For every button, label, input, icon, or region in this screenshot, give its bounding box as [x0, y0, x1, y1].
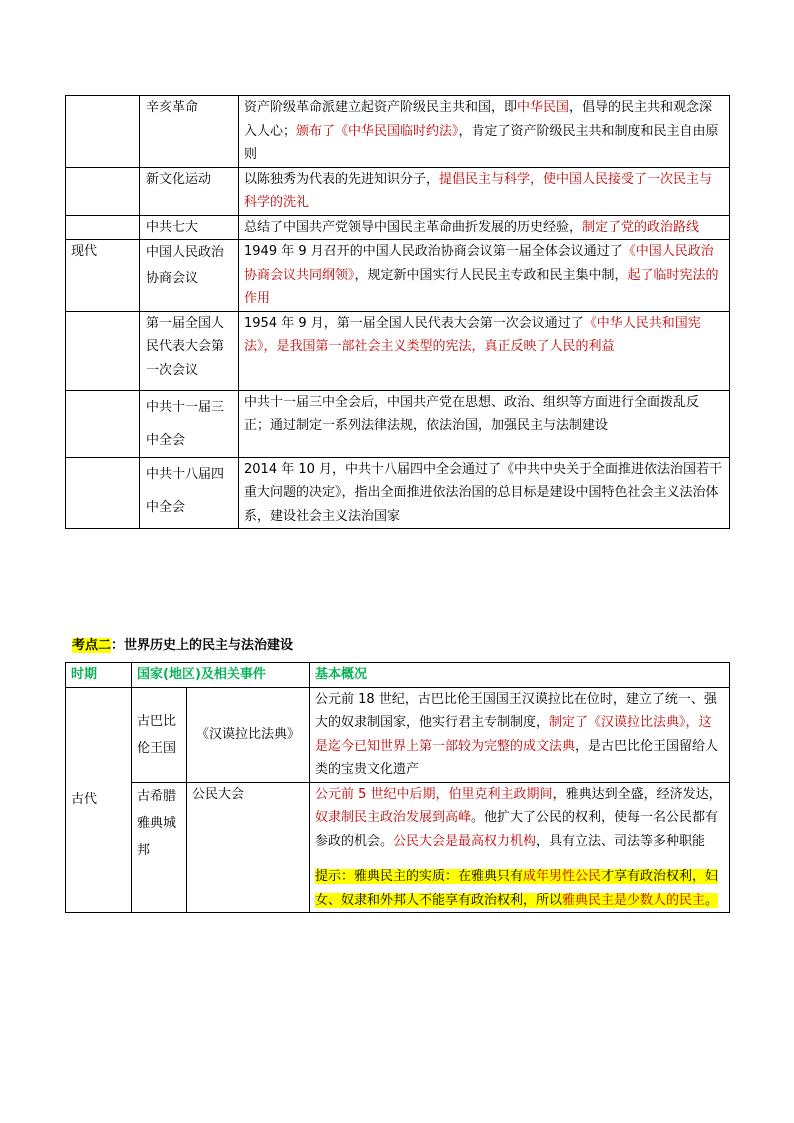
tip-note: 提示：雅典民主的实质：在雅典只有成年男性公民才享有政治权利，妇女、奴隶和外邦人不能享有政治权利，所以雅典民主是少数人的民主。 — [315, 869, 719, 908]
period-cell — [66, 167, 140, 215]
period-cell — [66, 457, 140, 529]
event-cell: 中共十一届三中全会 — [140, 390, 239, 457]
country-cell: 古巴比伦王国 — [132, 687, 187, 782]
description-cell: 1949 年 9 月召开的中国人民政治协商会议第一届全体会议通过了《中国人民政治协商会议共同纲领》，规定新中国实行人民民主专政和民主集中制，起了临时宪法的作用 — [239, 240, 730, 312]
table-row — [66, 390, 730, 457]
event-cell: 新文化运动 — [140, 167, 239, 215]
period-cell — [66, 311, 140, 390]
table-row — [66, 311, 730, 390]
table-row — [66, 96, 730, 168]
description-cell: 资产阶级革命派建立起资产阶级民主共和国，即中华民国，倡导的民主共和观念深入人心；颁布了《中华民国临时约法》，肯定了资产阶级民主共和制度和民主自由原则 — [239, 96, 730, 168]
description-cell: 总结了中国共产党领导中国民主革命曲折发展的历史经验，制定了党的政治路线 — [239, 215, 730, 240]
event-cell: 第一届全国人民代表大会第一次会议 — [140, 311, 239, 390]
description-cell: 2014 年 10 月，中共十八届四中全会通过了《中共中央关于全面推进依法治国若干重大问题的决定》，指出全面推进依法治国的总目标是建设中国特色社会主义法治体系，建设社会主义法治国家 — [239, 457, 730, 529]
table-row — [66, 457, 730, 529]
table-row — [66, 782, 730, 913]
event-cell: 公民大会 — [187, 782, 310, 913]
description-cell: 公元前 5 世纪中后期，伯里克利主政期间，雅典达到全盛，经济发达，奴隶制民主政治发展到高峰。他扩大了公民的权利，使每一名公民都有参政的机会。公民大会是最高权力机构，具有立法、司法等多种职能 提示：雅典民主的实质：在雅典只有成年男性公民才享有政治权利，妇女、奴隶和外邦人不能享有政治权利，所以雅典民主是少数人的民主。 — [310, 782, 730, 913]
period-cell: 现代 — [66, 240, 140, 312]
table-row — [66, 687, 730, 782]
table-china-democracy — [65, 95, 730, 529]
event-cell: 中共十八届四中全会 — [140, 457, 239, 529]
header-country: 国家(地区)及相关事件 — [132, 663, 310, 688]
section-heading: 考点二：世界历史上的民主与法治建设 — [72, 638, 294, 653]
table-world-democracy — [65, 662, 730, 913]
event-cell: 中国人民政治协商会议 — [140, 240, 239, 312]
country-cell: 古希腊雅典城邦 — [132, 782, 187, 913]
header-period: 时期 — [66, 663, 132, 688]
event-cell: 辛亥革命 — [140, 96, 239, 168]
event-cell: 《汉谟拉比法典》 — [187, 687, 310, 782]
header-overview: 基本概况 — [310, 663, 730, 688]
description-cell: 公元前 18 世纪，古巴比伦王国国王汉谟拉比在位时，建立了统一、强大的奴隶制国家，他实行君主专制制度，制定了《汉谟拉比法典》，这是迄今已知世界上第一部较为完整的成文法典，是古巴比伦王国留给人类的宝贵文化遗产 — [310, 687, 730, 782]
table-row — [66, 240, 730, 312]
period-cell — [66, 215, 140, 240]
description-cell: 中共十一届三中全会后，中国共产党在思想、政治、组织等方面进行全面拨乱反正；通过制定一系列法律法规，依法治国，加强民主与法制建设 — [239, 390, 730, 457]
table-header-row — [66, 663, 730, 688]
table-row — [66, 167, 730, 215]
table-row — [66, 215, 730, 240]
period-cell: 古代 — [66, 687, 132, 913]
period-cell — [66, 96, 140, 168]
event-cell: 中共七大 — [140, 215, 239, 240]
period-cell — [66, 390, 140, 457]
description-cell: 1954 年 9 月，第一届全国人民代表大会第一次会议通过了《中华人民共和国宪法》，是我国第一部社会主义类型的宪法，真正反映了人民的利益 — [239, 311, 730, 390]
description-cell: 以陈独秀为代表的先进知识分子，提倡民主与科学，使中国人民接受了一次民主与科学的洗礼 — [239, 167, 730, 215]
